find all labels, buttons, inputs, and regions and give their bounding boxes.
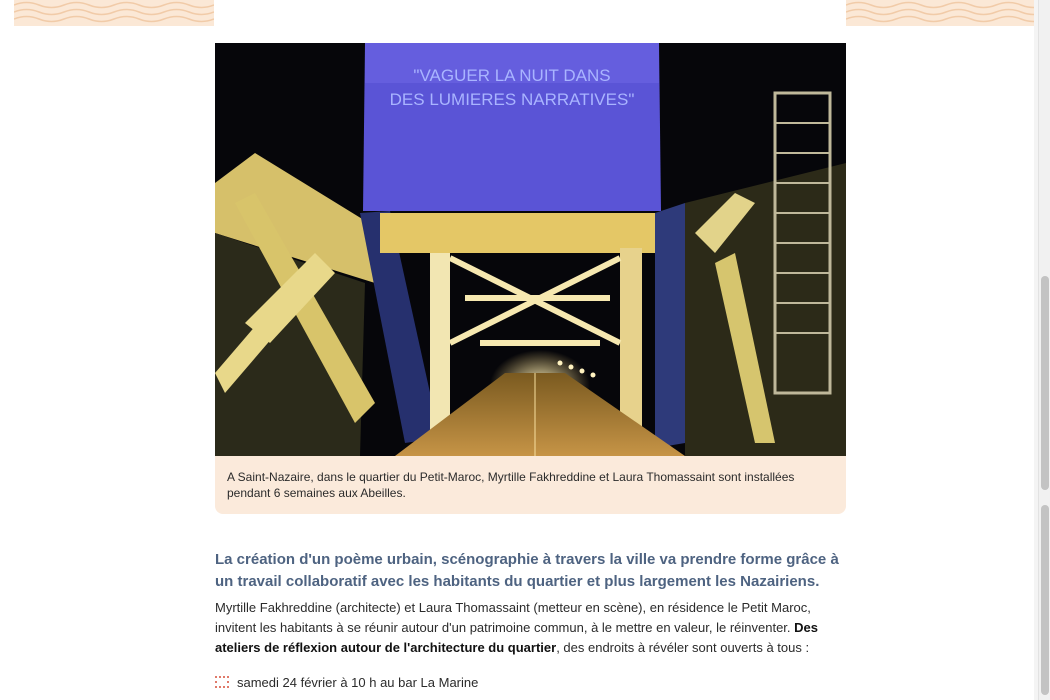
figure-caption: A Saint-Nazaire, dans le quartier du Petit-Maroc, Myrtille Fakhreddine et Laura Thomassaint sont installées pendant 6 semaines aux Abeilles. xyxy=(227,470,795,500)
paragraph-text-end: , des endroits à révéler sont ouverts à tous : xyxy=(556,640,810,655)
list-item xyxy=(215,673,478,691)
event-text: samedi 24 février à 10 h au bar La Marine xyxy=(237,674,479,690)
decorative-wave-left xyxy=(14,0,214,26)
decorative-wave-right xyxy=(846,0,1034,26)
banner-text-line1: "VAGUER LA NUIT DANS xyxy=(413,66,611,85)
page-scrollbar[interactable] xyxy=(1038,0,1050,700)
grid-dots-icon xyxy=(215,676,229,688)
paragraph-text-start: Myrtille Fakhreddine (architecte) et Laura Thomassaint (metteur en scène), en résidence le Petit Maroc, invitent les habitants à se réunir autour d'un patrimoine commun, à le mettre en valeur, le réinventer. xyxy=(215,600,811,635)
banner-text-line2: DES LUMIERES NARRATIVES" xyxy=(389,90,635,109)
article-paragraph xyxy=(215,598,847,658)
scrollbar-thumb-secondary[interactable] xyxy=(1041,505,1049,695)
paragraph-text-bold: Des ateliers de réflexion autour de l'architecture du quartier xyxy=(215,620,818,655)
scrollbar-thumb[interactable] xyxy=(1041,276,1049,490)
article-lead: La création d'un poème urbain, scénographie à travers la ville va prendre forme grâce à un travail collaboratif avec les habitants du quartier et plus largement les Nazairiens. xyxy=(215,551,839,590)
event-list xyxy=(215,673,478,691)
article-figure xyxy=(215,43,846,514)
photo-bridge-night xyxy=(215,43,846,456)
